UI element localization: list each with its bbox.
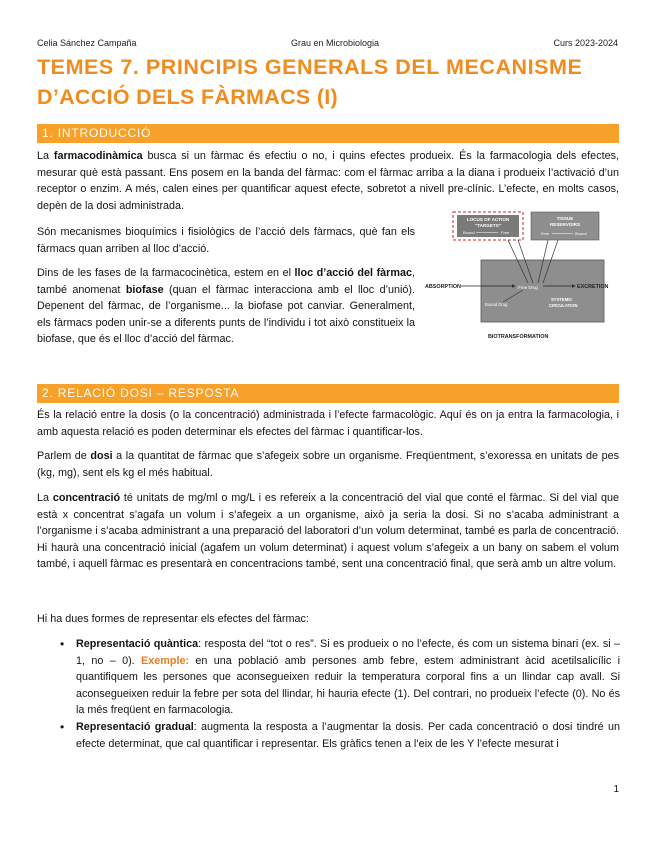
header-course: Grau en Microbiologia <box>291 38 380 48</box>
systemic-label-2: CIRCULATION <box>549 303 578 308</box>
tissue-title: TISSUE <box>556 216 574 221</box>
text-run: : augmenta la resposta a l’augmentar la dosis. Per cada concentració o dosi tindré un efecte determinat, que cal quantificar i representar. Els gràfics tenen a l’eix de les Y l’efecte mesurat i <box>76 720 620 750</box>
header-author: Celia Sánchez Campaña <box>37 38 137 48</box>
section-heading-relacio-dosi-resposta: 2. RELACIÓ DOSI – RESPOSTA <box>37 384 619 403</box>
tissue-bound: Bound <box>575 231 587 236</box>
text-run: , també anomenat <box>37 267 415 296</box>
bound-drug-label: Bound Drug <box>485 302 508 307</box>
systemic-label-1: SYSTEMIC <box>551 297 573 302</box>
term-representacio-quantica: Representació quàntica <box>76 638 199 650</box>
term-lloc-accio: lloc d’acció del fàrmac <box>294 267 412 279</box>
free-drug-label: Free Drug <box>518 285 538 290</box>
bullet-icon: • <box>60 637 65 651</box>
text-run: La <box>37 150 54 162</box>
term-dosi: dosi <box>90 450 113 462</box>
dose-paragraph-4: Hi ha dues formes de representar els efectes del fàrmac: <box>37 613 309 625</box>
text-run: (quan el fàrmac interacciona amb el lloc d’unió). Depenent del fàrmac, de l’organisme... la biofase pot canviar. Generalment, els fàrmacs poden unir-se a diferents punts de l’individu i tot això constitueix la biofase, que és el lloc d’acció del fàrmac. <box>37 283 415 346</box>
representation-list <box>58 636 620 752</box>
locus-sub: "TARGETS" <box>475 223 501 228</box>
intro-paragraph-1 <box>37 148 619 214</box>
text-run: té unitats de mg/ml o mg/L i es refereix a la concentració del vial que conté el fàrmac. Si del vial que està x concentrat s’agafa un volum i s’afegeix a un organisme, això ja seria la dosi. Si no s’acaba administrant a l’organisme i s’acaba administrant a una preparació del laboratori d’un volum determinat, també es parla de concentració. Hi haurà una concentració inicial (agafem un volum determinat) i aquest volum s’afegeix a un bany on sabem el volum també, i aquell fàrmac es presentarà en concentracions també, sent una concentració final, que serà amb un altre volum. <box>37 492 620 571</box>
intro-paragraph-2: Són mecanismes bioquímics i fisiològics de l’acció dels fàrmacs, què fan els fàrmacs quan arriben al lloc d’acció. <box>37 226 415 255</box>
systemic-box <box>481 260 604 322</box>
locus-free: Free <box>501 230 510 235</box>
text-run: Dins de les fases de la farmacocinètica, estem en el <box>37 267 295 279</box>
text-run: Parlem de <box>37 450 91 462</box>
list-item <box>58 636 620 719</box>
absorption-label: ABSORPTION <box>425 284 461 290</box>
text-run: a la quantitat de fàrmac que s’afegeix sobre un organisme. Freqüentment, s’exoressa en unitats de pes (kg, mg), sent els kg el més habitual. <box>37 450 619 479</box>
term-biofase: biofase <box>125 283 164 296</box>
intro-paragraph-3 <box>37 265 415 348</box>
biotransformation-label: BIOTRANSFORMATION <box>488 334 549 340</box>
text-run: busca si un fàrmac és efectiu o no, i quins efectes produeix. És la farmacologia dels efectes, mesurar què està passant. Ens posem en la banda del fàrmac: com el fàrmac arriba a la diana i produeix l’activació d’un receptor o enzim. A més, calen eines per quantificar aquest efecte, sobretot a nivell pre-clínic. L’efecte, en molts casos, depèn de la dosi administrada. <box>37 150 619 212</box>
title-line-2: D’ACCIÓ DELS FÀRMACS (I) <box>37 85 339 109</box>
title-line-1: TEMES 7. PRINCIPIS GENERALS DEL MECANISME <box>37 55 583 79</box>
dose-paragraph-2 <box>37 448 619 481</box>
pharmacokinetics-diagram <box>423 210 623 345</box>
term-representacio-gradual: Representació gradual <box>76 720 194 733</box>
section-heading-introduccio: 1. INTRODUCCIÓ <box>37 124 619 143</box>
excretion-label: EXCRETION <box>577 284 609 290</box>
locus-bound: Bound <box>463 230 475 235</box>
text-run: en una població amb persones amb febre, estem administrant àcid acetilsalicílic i quantifiquem les persones que aconsegueixen reduir la temperatura corporal fins a un llindar cap avall. Si aconsegueixen reduir la febre per sota del llindar, hi hauria efecte (1). Del contrari, no produeix l’efecte (0). No és la més freqüent en farmacologia. <box>76 654 621 717</box>
term-concentracio: concentració <box>52 492 121 504</box>
text-run: : resposta del “tot o res”. Si es produeix o no l’efecte, és com un sistema binari (ex. si – 1, no – 0). <box>76 638 620 667</box>
dose-paragraph-3 <box>37 490 619 573</box>
header-year: Curs 2023-2024 <box>553 38 618 48</box>
page-header <box>37 38 618 50</box>
list-item <box>58 719 620 752</box>
example-label: Exemple: <box>141 654 190 667</box>
locus-title: LOCUS OF ACTION <box>466 217 510 222</box>
bullet-icon: • <box>60 719 65 734</box>
term-farmacodinamica: farmacodinàmica <box>53 150 143 162</box>
page-number: 1 <box>613 784 619 795</box>
dose-paragraph-1: És la relació entre la dosis (o la concentració) administrada i l’efecte farmacològic. Aquí és on ja entra la farmacologia, i amb aquesta relació es poden determinar els efectes del fàrmac i quantificar-los. <box>37 409 619 438</box>
tissue-sub: RESERVOIRS <box>549 222 581 227</box>
document-title <box>37 52 622 112</box>
tissue-free: Free <box>541 231 550 236</box>
text-run: La <box>37 492 53 504</box>
